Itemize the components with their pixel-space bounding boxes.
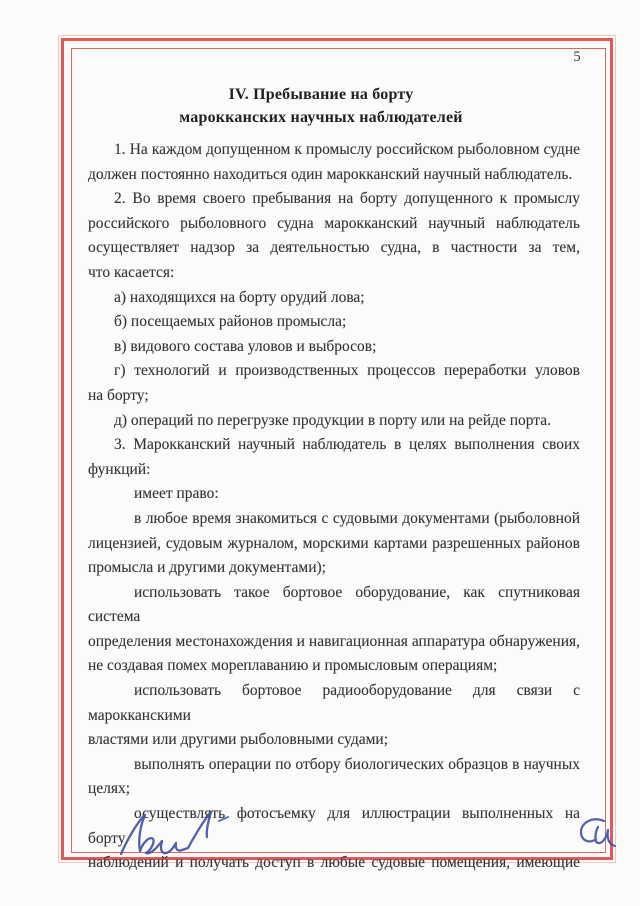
text-line: не создавая помех мореплаванию и промысловым операциям; (88, 657, 498, 675)
text-line: российского рыболовного судна марокканский научный наблюдатель (88, 214, 580, 232)
section-title (61, 84, 581, 129)
page-number: 5 (573, 49, 581, 65)
text-line: что касается: (88, 263, 175, 281)
text-line: 2. Во время своего пребывания на борту допущенного к промыслу (114, 190, 580, 208)
text-line: б) посещаемых районов промысла; (114, 313, 347, 331)
text-line: функций: (88, 460, 151, 478)
text-line: а) находящихся на борту орудий лова; (114, 288, 365, 306)
text-line: осуществлять фотосъемку для иллюстрации выполненных на борту (88, 805, 580, 847)
text-line: промысла и другими документами); (88, 559, 326, 577)
text-line: должен постоянно находиться один марокканский научный наблюдатель. (88, 165, 573, 183)
document-body (88, 138, 580, 876)
handwritten-signature-left-icon (113, 808, 245, 864)
text-line: в) видового состава уловов и выбросов; (114, 337, 377, 355)
text-line: выполнять операции по отбору биологических образцов в научных (134, 755, 580, 773)
section-title-line2: марокканских научных наблюдателей (179, 108, 463, 126)
text-line: имеет право: (134, 485, 219, 503)
text-line: 1. На каждом допущенном к промыслу российском рыболовном судне (114, 141, 580, 158)
text-line: на борту; (88, 386, 149, 404)
text-line: наблюдений и получать доступ в любые судовые помещения, имеющие (88, 854, 580, 872)
text-line: властями или другими рыболовными судами; (88, 731, 389, 749)
text-line: целях; (88, 780, 131, 798)
handwritten-signature-right-icon (572, 814, 618, 854)
text-line: определения местонахождения и навигационная аппаратура обнаружения, (88, 632, 580, 650)
text-line: лицензией, судовым журналом, морскими картами разрешенных районов (88, 534, 580, 552)
text-line: в любое время знакомиться с судовыми документами (рыболовной (134, 509, 580, 527)
section-title-line1: IV. Пребывание на борту (228, 86, 414, 103)
text-line: использовать бортовое радиооборудование для связи с марокканскими (88, 682, 580, 724)
text-line: осуществляет надзор за деятельностью судна, в частности за тем, (88, 239, 580, 257)
text-line: г) технологий и производственных процессов переработки уловов (114, 362, 580, 380)
text-line: 3. Марокканский научный наблюдатель в целях выполнения своих (114, 436, 580, 454)
text-line: использовать такое бортовое оборудование, как спутниковая система (88, 583, 580, 626)
text-line: д) операций по перегрузке продукции в порту или на рейде порта. (114, 411, 552, 429)
